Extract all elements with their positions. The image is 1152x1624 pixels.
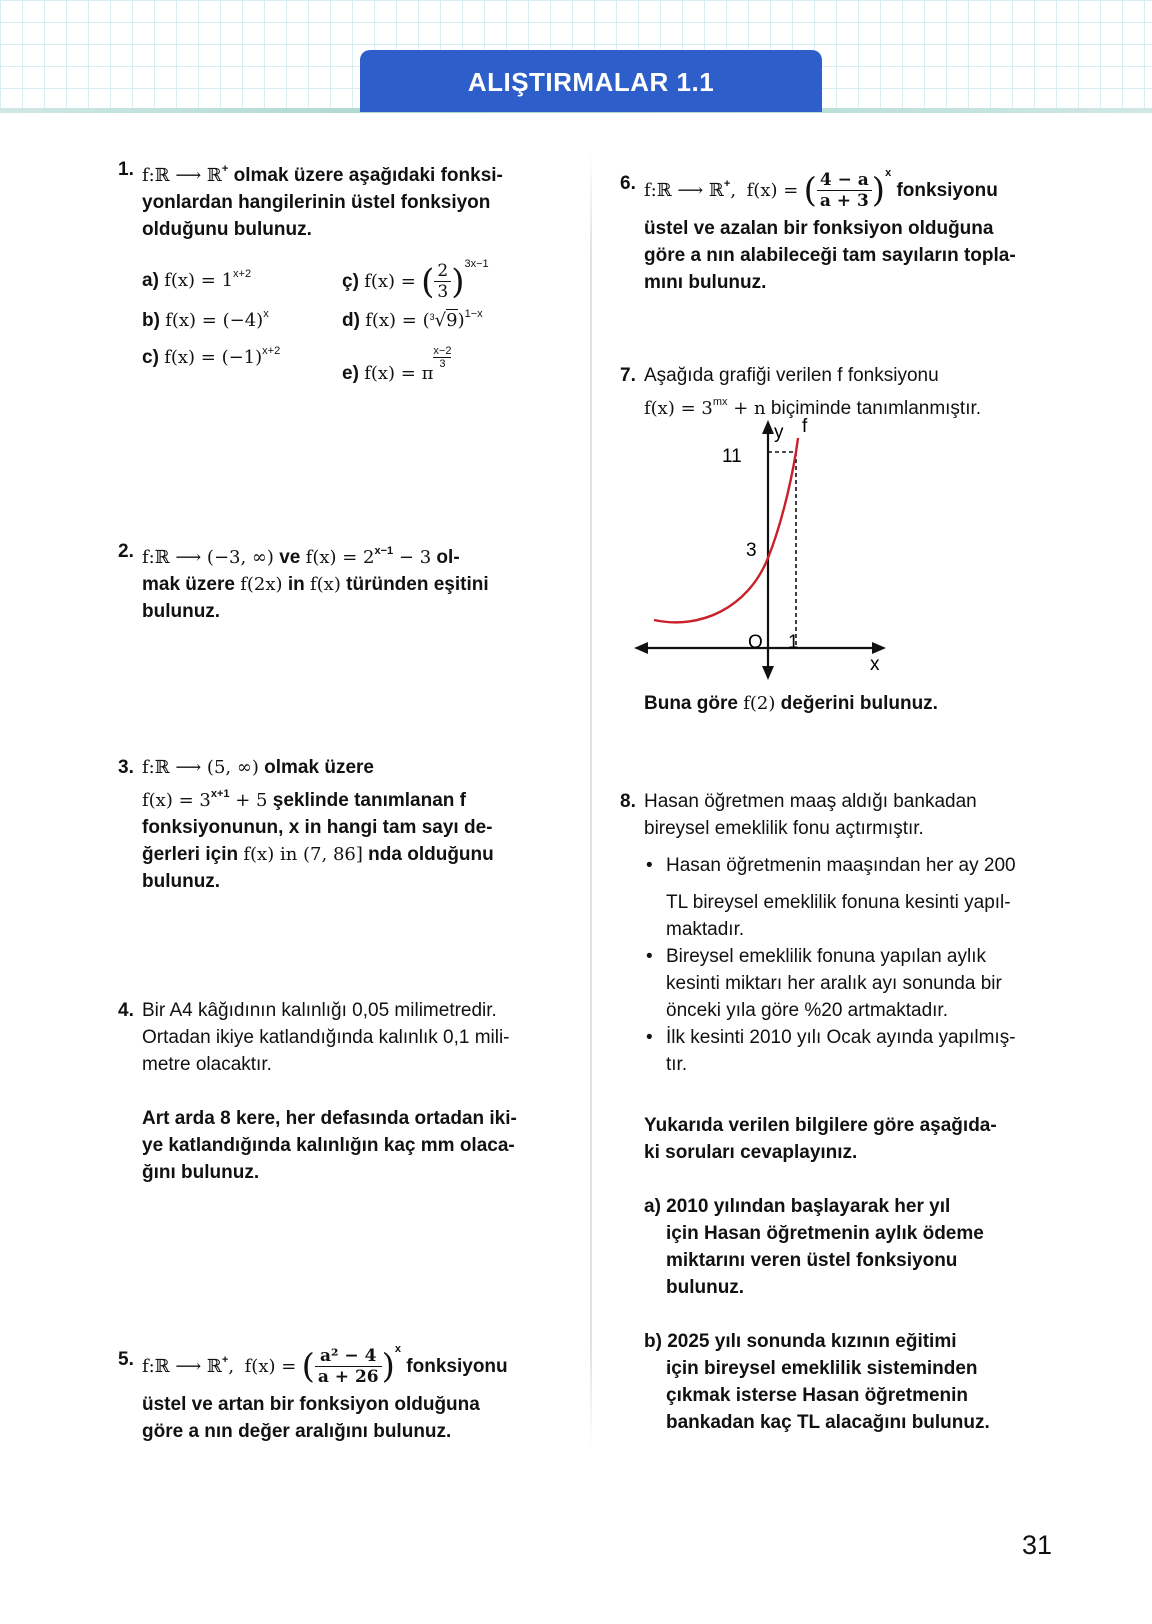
- q4-bold1: Art arda 8 kere, her defasında ortadan iki-: [142, 1108, 517, 1129]
- question-4-number: 4.: [118, 1000, 134, 1021]
- x-axis-left-arrow: [634, 642, 648, 654]
- q1-lead-sup: +: [221, 163, 229, 175]
- q1-b-exp: x: [263, 308, 269, 320]
- q1-e-exp-den: 3: [439, 358, 446, 370]
- q6-line2: üstel ve azalan bir fonksiyon olduğuna: [644, 218, 994, 240]
- q7-question-c: değerini bulunuz.: [775, 693, 938, 714]
- q5-lead: f:ℝ ⟶ ℝ: [142, 1356, 222, 1377]
- question-3: [118, 754, 568, 895]
- q8-b-line4: bankadan kaç TL alacağını bulunuz.: [666, 1412, 990, 1433]
- q8-bold2: ki soruları cevaplayınız.: [644, 1142, 858, 1163]
- q7-line2c: biçiminde tanımlanmıştır.: [765, 398, 982, 419]
- q5-fraction: $\frac{\text{a² − 4}}{a + 26}$: [315, 1346, 382, 1387]
- q1-cc-label: ç): [342, 271, 359, 292]
- q1-e-expr: f(x) = π: [364, 363, 434, 384]
- q8-bullet-2: • Bireysel emeklilik fonuna yapılan aylık kesinti miktarı her aralık ayı sonunda bir önceki yıla göre %20 artmaktadır.: [644, 943, 1090, 1024]
- q2-in: in: [282, 574, 310, 595]
- q6-line4: mını bulunuz.: [644, 272, 767, 294]
- q1-option-a: [142, 268, 251, 292]
- q1-text-line3: olduğunu bulunuz.: [142, 219, 312, 240]
- q7-question-a: Buna göre: [644, 693, 744, 714]
- q4-line1: Bir A4 kâğıdının kalınlığı 0,05 milimetredir.: [142, 1000, 497, 1021]
- q8-bullets: [644, 852, 1090, 1078]
- q2-ve: ve: [273, 547, 306, 568]
- q1-option-b: [142, 308, 269, 332]
- q5-comma: ,: [228, 1356, 235, 1377]
- question-5: 5. f:ℝ ⟶ ℝ+, f(x) = ( $\frac{\text{a² − 4}}{a + 26}$ )$^x$ fonksiyonu üstel ve artan bir fonksiyon olduğuna göre a nın değer aralığını bulunuz.: [118, 1336, 578, 1445]
- q3-exp: x+1: [210, 788, 230, 800]
- q8-b-line3: çıkmak isterse Hasan öğretmenin: [666, 1385, 969, 1406]
- tick-11: 11: [722, 446, 742, 467]
- question-2: [118, 538, 568, 625]
- q4-line3: metre olacaktır.: [142, 1054, 272, 1075]
- q3-line3: fonksiyonunun, x in hangi tam sayı de-: [142, 817, 493, 838]
- q4-bold3: ğını bulunuz.: [142, 1162, 260, 1183]
- q2-exp: x−1: [374, 545, 394, 557]
- question-8-number: 8.: [620, 791, 636, 812]
- q7-fx: f(x) = 3: [644, 398, 713, 419]
- q1-d-exp: 1−x: [464, 308, 483, 320]
- q8-bullet-1: • Hasan öğretmenin maaşından her ay 200 TL bireysel emeklilik fonuna kesinti yapıl- maktadır.: [644, 852, 1090, 943]
- q5-lead-sup: +: [221, 1354, 229, 1366]
- q6-fraction: $\frac{4 - a}{a + 3}$: [817, 170, 872, 211]
- q1-a-expr: f(x) = 1: [164, 270, 234, 291]
- q1-a-label: a): [142, 270, 159, 291]
- q1-option-cc: ç) f(x) = ( $\frac{2}{3}$ )$^{3x-1}$: [342, 258, 489, 303]
- q3-domain: f:ℝ ⟶ (5, ∞): [142, 757, 259, 778]
- q1-d-root-index: 3: [429, 312, 435, 322]
- q1-option-e: [342, 345, 451, 385]
- origin-label: O: [748, 632, 763, 653]
- q1-text-line2: yonlardan hangilerinin üstel fonksiyon: [142, 192, 491, 213]
- q6-tail: fonksiyonu: [891, 180, 998, 201]
- q2-line2a: mak üzere: [142, 574, 241, 595]
- q1-b-label: b): [142, 310, 160, 331]
- q3-fx2: f(x): [243, 844, 275, 865]
- tick-1: 1: [788, 632, 799, 653]
- q1-b-expr: f(x) = (−4): [165, 310, 264, 331]
- q8-a-line4: bulunuz.: [666, 1277, 745, 1298]
- q6-fx: f(x) =: [746, 180, 799, 201]
- q3-line2c: şeklinde tanımlanan f: [267, 790, 466, 811]
- q3-line4a: ğerleri için: [142, 844, 244, 865]
- q1-d-close: ): [457, 310, 465, 331]
- q8-b-line2: için bireysel emeklilik sisteminden: [666, 1358, 978, 1379]
- tick-3: 3: [746, 540, 757, 561]
- x-label: x: [870, 654, 880, 675]
- q1-a-exp: x+2: [233, 268, 252, 280]
- q7-graph: [630, 418, 890, 680]
- question-5-number: 5.: [118, 1349, 134, 1370]
- q3-line4e: nda olduğunu: [362, 844, 494, 865]
- q1-option-d: d) $f(x) = (^3√9)^{1-x}$: [342, 308, 483, 331]
- q8-bullet-3: • İlk kesinti 2010 yılı Ocak ayında yapılmış- tır.: [644, 1024, 1090, 1078]
- page-number: 31: [1022, 1530, 1053, 1560]
- q8-b-line1: b) 2025 yılı sonunda kızının eğitimi: [644, 1331, 957, 1352]
- question-3-number: 3.: [118, 757, 134, 778]
- f-label: f: [802, 418, 808, 437]
- q1-cc-exp: 3x−1: [464, 258, 489, 270]
- y-axis-down-arrow: [762, 666, 774, 680]
- q1-lead: f:ℝ ⟶ ℝ: [142, 165, 222, 186]
- q6-comma: ,: [730, 180, 737, 201]
- q8-a-line3: miktarını veren üstel fonksiyonu: [666, 1250, 958, 1271]
- q1-d-expr: f(x) = (: [365, 310, 430, 331]
- q7-exp: mx: [712, 396, 728, 408]
- q1-c-expr: f(x) = (−1): [164, 347, 263, 368]
- q1-option-c: [142, 345, 280, 369]
- q5-tail: fonksiyonu: [401, 1356, 508, 1377]
- question-7-number: 7.: [620, 365, 636, 386]
- q7-plus-n: + n: [727, 398, 766, 419]
- question-6: 6. f:ℝ ⟶ ℝ+, f(x) = ( $\frac{4 - a}{a + 3}$ )$^x$ fonksiyonu üstel ve azalan bir fonksiyon olduğuna göre a nın alabileceği tam sayıların topla- mını bulunuz.: [620, 160, 1080, 296]
- q1-c-exp: x+2: [262, 345, 281, 357]
- q2-fx: f(x) = 2: [305, 547, 375, 568]
- column-divider: [590, 150, 592, 1450]
- q1-e-label: e): [342, 363, 359, 384]
- q3-line1b: olmak üzere: [258, 757, 374, 778]
- q2-ol: ol-: [431, 547, 460, 568]
- q7-question: [644, 690, 1064, 717]
- q3-line5: bulunuz.: [142, 871, 221, 892]
- x-axis-right-arrow: [872, 642, 886, 654]
- question-1-number: 1.: [118, 159, 134, 180]
- q1-e-exp-num: x−2: [433, 345, 452, 357]
- q4-line2: Ortadan ikiye katlandığında kalınlık 0,1 mili-: [142, 1027, 510, 1048]
- q1-cc-fraction: $\frac{2}{3}$: [434, 261, 451, 302]
- q8-line1: Hasan öğretmen maaş aldığı bankadan: [644, 791, 977, 812]
- question-2-number: 2.: [118, 541, 134, 562]
- q8-bold1: Yukarıda verilen bilgilere göre aşağıda-: [644, 1115, 997, 1136]
- q1-text-line1: olmak üzere aşağıdaki fonksi-: [228, 165, 503, 186]
- y-label: y: [774, 422, 784, 443]
- q3-interval: (7, 86]: [303, 844, 363, 865]
- q3-fx: f(x) = 3: [142, 790, 211, 811]
- q3-plus5: + 5: [229, 790, 268, 811]
- q6-lead: f:ℝ ⟶ ℝ: [644, 180, 724, 201]
- q5-line2: üstel ve artan bir fonksiyon olduğuna: [142, 1394, 480, 1416]
- q5-exp: x: [394, 1343, 402, 1355]
- q8-a-line1: a) 2010 yılından başlayarak her yıl: [644, 1196, 951, 1217]
- y-axis-up-arrow: [762, 420, 774, 434]
- q1-cc-expr: f(x) =: [364, 271, 416, 292]
- q2-domain: f:ℝ ⟶ (−3, ∞): [142, 547, 274, 568]
- question-4: [118, 997, 568, 1186]
- question-6-number: 6.: [620, 173, 636, 194]
- q6-line3: göre a nın alabileceği tam sayıların topla-: [644, 245, 1016, 267]
- q1-c-label: c): [142, 347, 159, 368]
- q8-a-line2: için Hasan öğretmenin aylık ödeme: [666, 1223, 984, 1244]
- q2-line2e: türünden eşitini: [340, 574, 489, 595]
- q5-line3: göre a nın değer aralığını bulunuz.: [142, 1421, 452, 1443]
- question-7: [620, 362, 1090, 422]
- q2-line3: bulunuz.: [142, 601, 221, 622]
- q2-minus3: − 3: [393, 547, 432, 568]
- question-8: [620, 788, 1090, 1436]
- question-1: [118, 156, 568, 243]
- q6-exp: x: [885, 167, 892, 179]
- q7-line1: Aşağıda grafiği verilen f fonksiyonu: [644, 365, 939, 386]
- q6-lead-sup: +: [723, 178, 731, 190]
- q4-bold2: ye katlandığında kalınlığın kaç mm olaca-: [142, 1135, 515, 1156]
- q1-d-label: d): [342, 310, 360, 331]
- q2-f2x: f(2x): [240, 574, 283, 595]
- q8-line2: bireysel emeklilik fonu açtırmıştır.: [644, 818, 924, 839]
- q7-f2: f(2): [743, 693, 776, 714]
- q3-in: in: [274, 844, 304, 865]
- q1-d-root-value: 9: [446, 310, 458, 331]
- q5-fx: f(x) =: [244, 1356, 297, 1377]
- page-title: ALIŞTIRMALAR 1.1: [360, 50, 822, 112]
- q2-fx2: f(x): [310, 574, 341, 595]
